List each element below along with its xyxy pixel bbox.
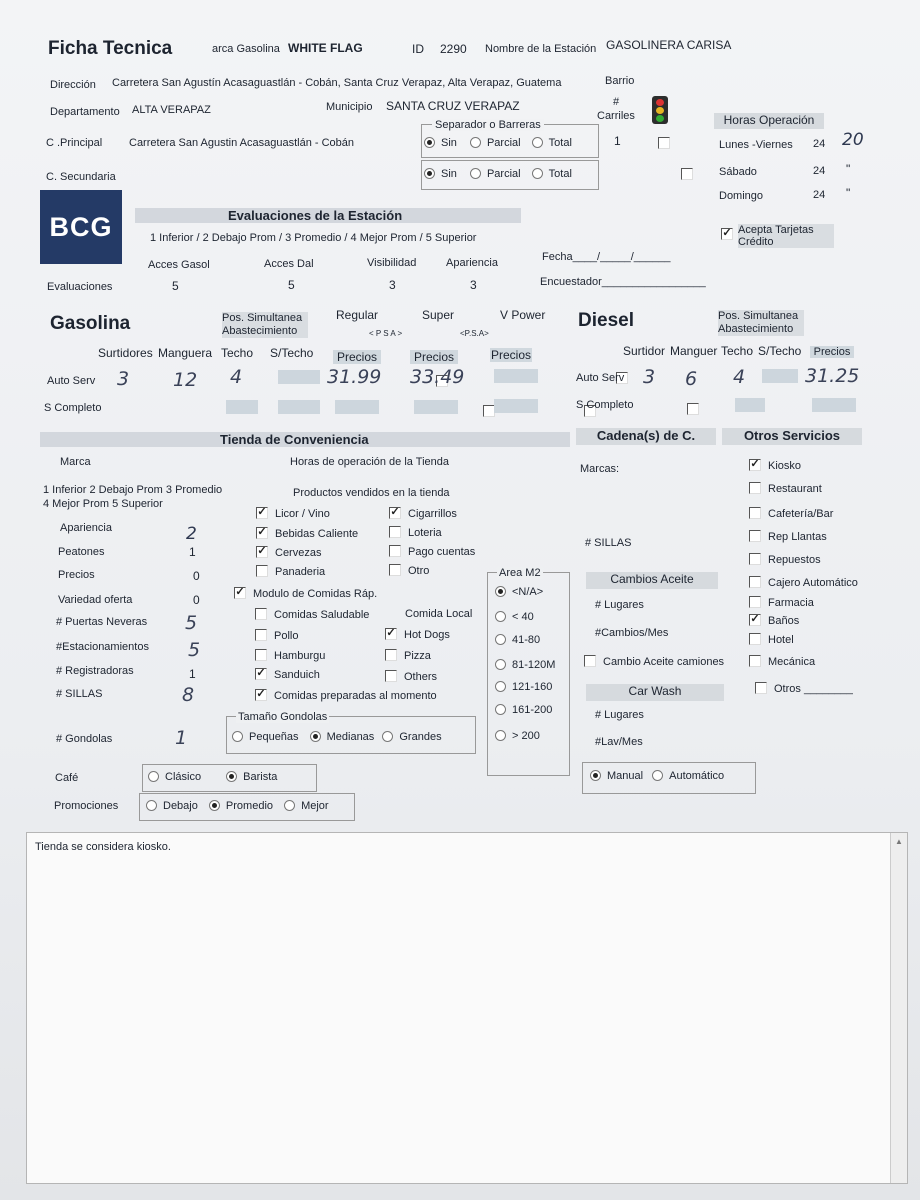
eval-value-visibilidad: 3 bbox=[389, 278, 396, 292]
horas-domingo-hand: " bbox=[846, 186, 851, 200]
encuestador-label: Encuestador_________________ bbox=[540, 276, 706, 288]
gasolina-completo-vpower-cell[interactable] bbox=[494, 399, 538, 413]
separador-options-principal[interactable]: Sin Parcial Total bbox=[424, 137, 572, 149]
evaluaciones-title: Evaluaciones de la Estación bbox=[228, 208, 403, 223]
product-otro[interactable]: Otro bbox=[389, 565, 429, 577]
diesel-auto-manguer: 6 bbox=[685, 368, 698, 390]
productos-label: Productos vendidos en la tienda bbox=[293, 487, 450, 499]
diesel-completo-label: S Completo bbox=[576, 399, 634, 411]
horas-sabado-hand: " bbox=[846, 162, 851, 176]
cafe-label: Café bbox=[55, 772, 79, 784]
municipio-label: Municipio bbox=[326, 101, 373, 113]
otros-farmacia[interactable]: Farmacia bbox=[749, 597, 814, 609]
horas-domingo-value: 24 bbox=[813, 189, 826, 201]
rating-apariencia-value: 2 bbox=[186, 524, 197, 544]
carriles-checkbox-1[interactable] bbox=[658, 137, 670, 149]
page-title: Ficha Tecnica bbox=[48, 38, 173, 59]
aceite-cambios-label: #Cambios/Mes bbox=[595, 627, 669, 639]
eval-col-acces-gasol: Acces Gasol bbox=[148, 259, 210, 271]
gasolina-regular-price: 31.99 bbox=[327, 366, 382, 388]
product-cervezas[interactable]: ✓ Cervezas bbox=[257, 545, 322, 559]
tamano-label: Tamaño Gondolas bbox=[238, 711, 328, 723]
carriles-value: 1 bbox=[614, 134, 621, 148]
promociones-label: Promociones bbox=[54, 800, 119, 812]
gasolina-completo-regular-cell[interactable] bbox=[335, 400, 379, 414]
diesel-auto-label: Auto Serv bbox=[576, 372, 625, 384]
diesel-pos-sim: Pos. Simultanea Abastecimiento bbox=[718, 310, 804, 336]
food-saludable[interactable]: Comidas Saludable bbox=[255, 609, 369, 621]
otros-rep-llantas[interactable]: Rep Llantas bbox=[749, 531, 827, 543]
diesel-col-stecho: S/Techo bbox=[758, 344, 802, 358]
fecha-label: Fecha____/_____/______ bbox=[542, 251, 671, 263]
otros-otros[interactable]: Otros ________ bbox=[755, 683, 853, 695]
marca-label: arca Gasolina bbox=[212, 43, 280, 55]
diesel-title: Diesel bbox=[578, 310, 634, 331]
horas-sabado-value: 24 bbox=[813, 165, 826, 177]
area-option-40[interactable]: < 40 bbox=[495, 611, 534, 623]
tarjetas-label: Acepta Tarjetas Crédito bbox=[738, 224, 834, 248]
estacion-value: GASOLINERA CARISA bbox=[606, 38, 732, 52]
rating-estacionamientos-label: #Estacionamientos bbox=[56, 641, 149, 653]
tamano-options[interactable]: Pequeñas Medianas Grandes bbox=[232, 731, 442, 743]
gasolina-completo-super-cell[interactable] bbox=[414, 400, 458, 414]
c-principal-label: C .Principal bbox=[46, 137, 103, 149]
gasolina-completo-techo-cell[interactable] bbox=[226, 400, 258, 414]
otros-cafeteria[interactable]: Cafetería/Bar bbox=[749, 508, 833, 520]
gasolina-auto-manguera: 12 bbox=[173, 369, 198, 391]
gasolina-col-techo: Techo bbox=[221, 346, 254, 360]
gasolina-auto-techo: 4 bbox=[230, 366, 243, 388]
departamento-value: ALTA VERAPAZ bbox=[132, 104, 211, 116]
gasolina-super-label: Super bbox=[422, 308, 455, 322]
diesel-completo-price-cell[interactable] bbox=[812, 398, 856, 412]
diesel-col-manguer: Manguer bbox=[670, 344, 718, 358]
gasolina-pos-sim: Pos. Simultanea Abastecimiento bbox=[222, 312, 308, 338]
notes-text: Tienda se considera kiosko. bbox=[35, 841, 171, 853]
otros-repuestos[interactable]: Repuestos bbox=[749, 554, 821, 566]
food-others[interactable]: Others bbox=[385, 671, 437, 683]
gasolina-title: Gasolina bbox=[50, 313, 131, 334]
carriles-label: Carriles bbox=[597, 110, 635, 122]
product-bebidas[interactable]: ✓ Bebidas Caliente bbox=[257, 526, 359, 540]
gasolina-completo-vpower-checkbox[interactable] bbox=[687, 403, 699, 415]
rating-puertas-value: 5 bbox=[185, 612, 198, 634]
area-option-161-200[interactable]: 161-200 bbox=[495, 704, 552, 716]
traffic-light-icon bbox=[652, 96, 668, 124]
direccion-label: Dirección bbox=[50, 79, 96, 91]
rating-variedad-label: Variedad oferta bbox=[58, 594, 133, 606]
product-pago-cuentas[interactable]: Pago cuentas bbox=[389, 546, 475, 558]
evaluaciones-scale: 1 Inferior / 2 Debajo Prom / 3 Promedio / 4 Mejor Prom / 5 Superior bbox=[150, 232, 477, 244]
diesel-col-surtidor: Surtidor bbox=[623, 344, 666, 358]
modulo-comidas[interactable]: ✓ Modulo de Comidas Ráp. bbox=[235, 586, 378, 600]
horas-title: Horas Operación bbox=[714, 113, 824, 129]
tienda-title: Tienda de Conveniencia bbox=[220, 432, 369, 447]
carwash-lav-label: #Lav/Mes bbox=[595, 736, 643, 748]
aceite-lugares-label: # Lugares bbox=[595, 599, 644, 611]
horas-domingo-label: Domingo bbox=[719, 190, 764, 202]
product-panaderia[interactable]: Panaderia bbox=[256, 566, 325, 578]
carwash-title: Car Wash bbox=[586, 684, 724, 701]
area-box bbox=[487, 572, 570, 776]
area-option-41-80[interactable]: 41-80 bbox=[495, 634, 540, 646]
tienda-scale-a: 1 Inferior 2 Debajo Prom 3 Promedio bbox=[43, 484, 223, 496]
separador-options-secundaria[interactable]: Sin Parcial Total bbox=[424, 168, 572, 180]
rating-estacionamientos-value: 5 bbox=[188, 639, 201, 661]
gasolina-col-manguera: Manguera bbox=[158, 346, 213, 360]
gasolina-psa-regular: < P S A > bbox=[369, 329, 403, 338]
food-pollo[interactable]: Pollo bbox=[255, 630, 298, 642]
cadena-marcas-label: Marcas: bbox=[580, 463, 620, 475]
gasolina-psa-super: <P.S.A> bbox=[460, 329, 489, 338]
carriles-hash: # bbox=[613, 96, 620, 108]
estacion-label: Nombre de la Estación bbox=[485, 43, 597, 55]
promo-options[interactable]: Debajo Promedio Mejor bbox=[146, 800, 329, 812]
marca-value: WHITE FLAG bbox=[288, 41, 363, 55]
food-hot-dogs[interactable]: ✓ Hot Dogs bbox=[386, 627, 450, 641]
diesel-col-techo: Techo bbox=[721, 344, 754, 358]
otros-kiosko[interactable]: ✓ Kiosko bbox=[750, 458, 802, 472]
gasolina-vpower-auto-cell[interactable] bbox=[494, 369, 538, 383]
departamento-label: Departamento bbox=[50, 106, 120, 118]
rating-puertas-label: # Puertas Neveras bbox=[56, 616, 148, 628]
municipio-value: SANTA CRUZ VERAPAZ bbox=[386, 99, 520, 113]
otros-restaurant[interactable]: Restaurant bbox=[749, 483, 822, 495]
tienda-scale-b: 4 Mejor Prom 5 Superior bbox=[43, 498, 163, 510]
diesel-auto-techo: 4 bbox=[733, 366, 746, 388]
rating-sillas-label: # SILLAS bbox=[56, 688, 103, 700]
gasolina-completo-label: S Completo bbox=[44, 402, 102, 414]
bcg-logo: BCG bbox=[40, 190, 122, 264]
gasolina-vpower-label: V Power bbox=[500, 308, 546, 322]
area-option-121-160[interactable]: 121-160 bbox=[495, 681, 552, 693]
gasolina-col-stecho: S/Techo bbox=[270, 346, 314, 360]
rating-sillas-value: 8 bbox=[182, 684, 195, 706]
horas-lunes-hand: 20 bbox=[842, 130, 864, 150]
c-secundaria-label: C. Secundaria bbox=[46, 171, 116, 183]
area-option-200[interactable]: > 200 bbox=[495, 730, 540, 742]
rating-registradoras-label: # Registradoras bbox=[56, 665, 134, 677]
horas-lunes-label: Lunes -Viernes bbox=[719, 139, 793, 151]
food-pizza[interactable]: Pizza bbox=[385, 650, 431, 662]
otros-mecanica[interactable]: Mecánica bbox=[749, 656, 815, 668]
gasolina-auto-surtidores: 3 bbox=[117, 368, 130, 390]
cadena-title: Cadena(s) de C. bbox=[576, 428, 716, 445]
eval-value-acces-gasol: 5 bbox=[172, 279, 179, 293]
product-loteria[interactable]: Loteria bbox=[389, 527, 442, 539]
gasolina-precios-vpower: Precios bbox=[490, 348, 531, 362]
gasolina-precios-regular: Precios bbox=[333, 350, 381, 364]
otros-hotel[interactable]: Hotel bbox=[749, 634, 794, 646]
direccion-value: Carretera San Agustín Acasaguastlán - Cobán, Santa Cruz Verapaz, Alta Verapaz, Guatema bbox=[112, 77, 562, 89]
area-label: Area M2 bbox=[499, 567, 541, 579]
gasolina-auto-stecho-cell[interactable] bbox=[278, 370, 320, 384]
food-hamburgu[interactable]: Hamburgu bbox=[255, 650, 325, 662]
area-option-81-120[interactable]: 81-120M bbox=[495, 659, 555, 671]
rating-registradoras-value: 1 bbox=[189, 667, 196, 681]
eval-col-apariencia: Apariencia bbox=[446, 257, 498, 269]
tarjetas-checkbox[interactable]: ✓ bbox=[722, 226, 732, 239]
scroll-up-arrow-icon[interactable]: ▲ bbox=[895, 837, 903, 846]
eval-col-visibilidad: Visibilidad bbox=[367, 257, 417, 269]
diesel-auto-stecho-cell[interactable] bbox=[762, 369, 798, 383]
barrio-label: Barrio bbox=[605, 75, 635, 87]
otros-title: Otros Servicios bbox=[722, 428, 862, 445]
evaluaciones-row-label: Evaluaciones bbox=[47, 281, 113, 293]
separador-label: Separador o Barreras bbox=[432, 119, 544, 131]
product-licor[interactable]: ✓ Licor / Vino bbox=[257, 506, 330, 520]
diesel-auto-surtidor: 3 bbox=[643, 366, 656, 388]
id-label: ID bbox=[412, 42, 424, 56]
eval-value-acces-dal: 5 bbox=[288, 278, 295, 292]
gondolas-label: # Gondolas bbox=[56, 733, 113, 745]
gasolina-col-surtidores: Surtidores bbox=[98, 346, 153, 360]
otros-banos[interactable]: ✓ Baños bbox=[750, 613, 800, 627]
rating-variedad-value: 0 bbox=[193, 593, 200, 607]
cadena-sillas-label: # SILLAS bbox=[585, 537, 632, 549]
food-preparadas[interactable]: ✓ Comidas preparadas al momento bbox=[256, 688, 437, 702]
diesel-completo-techo-cell[interactable] bbox=[735, 398, 765, 412]
comida-local-label: Comida Local bbox=[405, 608, 473, 620]
rating-peatones-value: 1 bbox=[189, 545, 196, 559]
wash-options[interactable]: Manual Automático bbox=[590, 770, 724, 782]
rating-precios-value: 0 bbox=[193, 569, 200, 583]
food-sanduich[interactable]: ✓ Sanduich bbox=[256, 667, 320, 681]
horas-sabado-label: Sábado bbox=[719, 166, 757, 178]
product-cigarrillos[interactable]: ✓ Cigarrillos bbox=[390, 506, 457, 520]
diesel-price: 31.25 bbox=[805, 365, 860, 387]
gasolina-completo-regular-checkbox[interactable] bbox=[483, 405, 495, 417]
rating-apariencia-label: Apariencia bbox=[60, 522, 112, 534]
tienda-marca-label: Marca bbox=[60, 456, 91, 468]
carriles-checkbox-2[interactable] bbox=[681, 168, 693, 180]
diesel-precios: Precios bbox=[810, 346, 854, 358]
gasolina-super-price: 33.49 bbox=[410, 366, 465, 388]
gasolina-auto-label: Auto Serv bbox=[47, 375, 96, 387]
gasolina-completo-stecho-cell[interactable] bbox=[278, 400, 320, 414]
notes-scrollbar[interactable] bbox=[890, 833, 907, 1183]
id-value: 2290 bbox=[440, 42, 467, 56]
aceite-camiones[interactable]: Cambio Aceite camiones bbox=[584, 656, 724, 668]
notes-textarea[interactable] bbox=[26, 832, 908, 1184]
rating-precios-label: Precios bbox=[58, 569, 95, 581]
c-principal-value: Carretera San Agustin Acasaguastlán - Cobán bbox=[129, 137, 355, 149]
otros-cajero[interactable]: Cajero Automático bbox=[749, 577, 858, 589]
rating-peatones-label: Peatones bbox=[58, 546, 105, 558]
eval-value-apariencia: 3 bbox=[470, 278, 477, 292]
carwash-lugares-label: # Lugares bbox=[595, 709, 644, 721]
gasolina-regular-label: Regular bbox=[336, 308, 379, 322]
horas-lunes-value: 24 bbox=[813, 138, 826, 150]
gasolina-precios-super: Precios bbox=[410, 350, 458, 364]
cafe-options[interactable]: Clásico Barista bbox=[148, 771, 277, 783]
eval-col-acces-dal: Acces Dal bbox=[264, 258, 314, 270]
aceite-title: Cambios Aceite bbox=[586, 572, 718, 589]
gondolas-value: 1 bbox=[175, 727, 188, 749]
tienda-horas-label: Horas de operación de la Tienda bbox=[290, 456, 449, 468]
area-option-na[interactable]: <N/A> bbox=[495, 586, 543, 598]
